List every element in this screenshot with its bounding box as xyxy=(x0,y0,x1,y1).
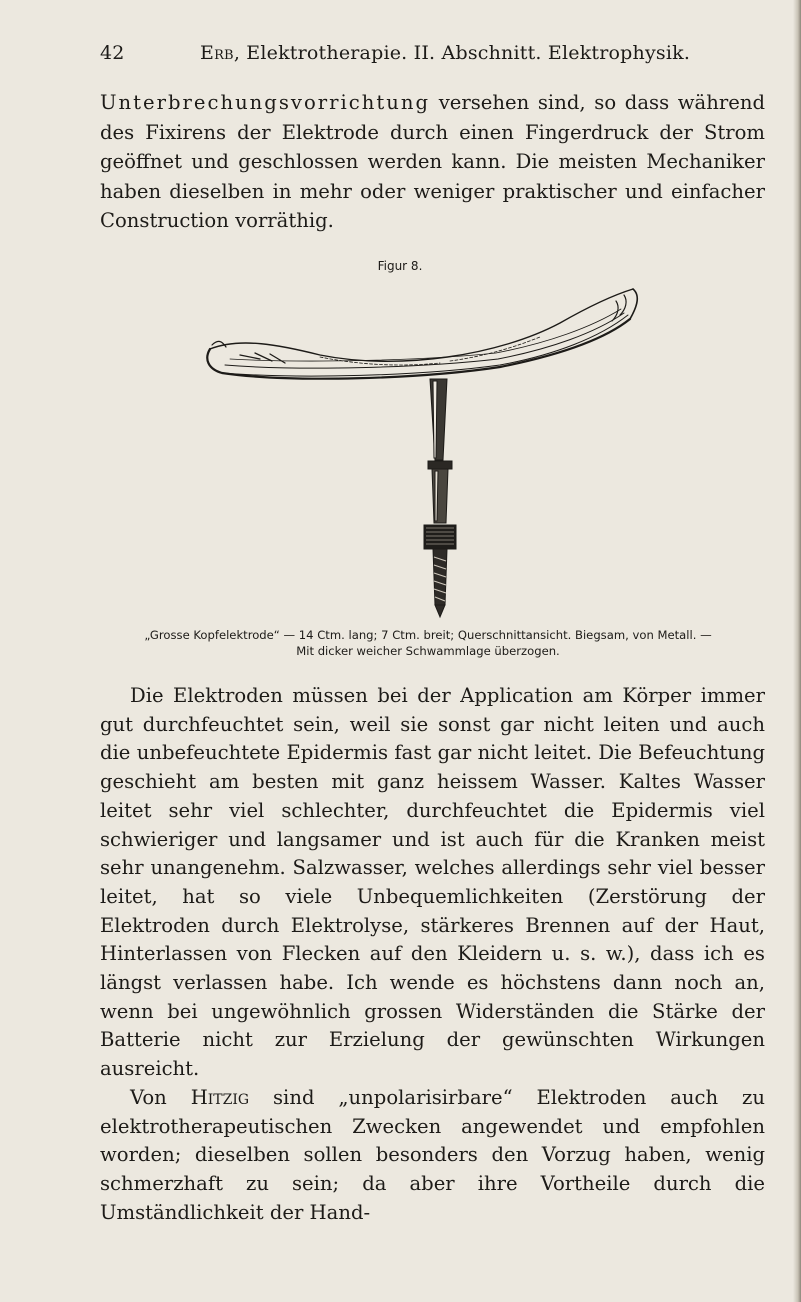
page-number: 42 xyxy=(100,42,125,64)
body-text xyxy=(100,682,765,1227)
caption-line-2: Mit dicker weicher Schwammlage überzogen. xyxy=(296,644,560,658)
electrode-handle xyxy=(424,379,456,617)
electrode-illustration xyxy=(200,275,660,620)
figure-label: Figur 8. xyxy=(377,259,423,273)
running-head xyxy=(100,42,760,68)
paragraph-top-text: versehen sind, so dass während des Fixirens der Elektrode durch einen Fingerdruck der Strom geöffnet und geschlossen werden kann. Die meisten Mechaniker haben dieselben in mehr oder weniger praktischer und einfacher Construction vorräthig. xyxy=(100,91,765,232)
electrode-plate xyxy=(207,289,637,379)
paragraph-hitzig-lead: Von xyxy=(130,1085,191,1109)
paragraph-top xyxy=(100,88,765,236)
spaced-term: Unterbrechungsvorrichtung xyxy=(100,91,431,114)
page-edge-shadow xyxy=(793,0,801,1302)
caption-line-1: „Grosse Kopfelektrode“ — 14 Ctm. lang; 7 Ctm. breit; Querschnittansicht. Biegsam, von Metall. — xyxy=(144,628,712,642)
paragraph-hitzig-text: sind „unpolarisirbare“ Elektroden auch zu elektrotherapeutischen Zwecken angewendet und empfohlen worden; dieselben sollen besonders den Vorzug haben, wenig schmerzhaft zu sein; da aber ihre Vortheile durch die Umständlichkeit der Hand- xyxy=(100,1085,765,1224)
paragraph-electrodes: Die Elektroden müssen bei der Application am Körper immer gut durchfeuchtet sein, weil sie sonst gar nicht leiten und auch die unbefeuchtete Epidermis fast gar nicht leitet. Die Befeuchtung geschieht am besten mit ganz heissem Wasser. Kaltes Wasser leitet sehr viel schlechter, durchfeuchtet die Epidermis viel schwieriger und langsamer und ist auch für die Kranken meist sehr unangenehm. Salzwasser, welches allerdings sehr viel besser leitet, hat so viele Unbequemlichkeiten (Zerstörung der Elektroden durch Elektrolyse, stärkeres Brennen auf der Haut, Hinterlassen von Flecken auf den Kleidern u. s. w.), dass ich es längst verlassen habe. Ich wende es höchstens dann noch an, wenn bei ungewöhnlich grossen Widerständen die Stärke der Batterie nicht zur Erzielung der gewünschten Wirkungen ausreicht. xyxy=(100,684,765,1081)
running-title-rest: , Elektrotherapie. II. Abschnitt. Elektrophysik. xyxy=(233,42,691,64)
paragraph-hitzig xyxy=(100,1084,765,1228)
running-title xyxy=(200,42,690,64)
author-name: Erb xyxy=(200,42,234,64)
person-name: Hitzig xyxy=(190,1085,250,1109)
figure-caption xyxy=(88,627,768,659)
